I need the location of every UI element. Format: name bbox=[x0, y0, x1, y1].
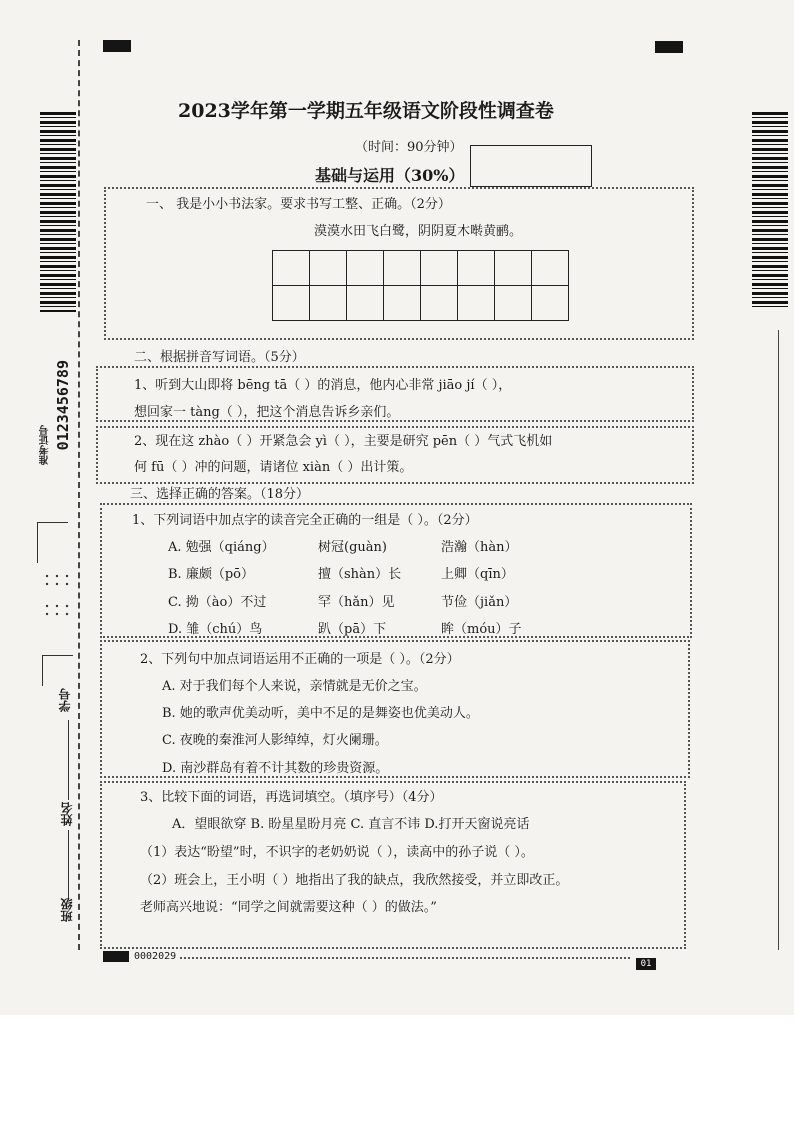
q3-3-line3: 老师高兴地说：“同学之间就需要这种（ ）的做法。” bbox=[140, 900, 437, 915]
exam-time: （时间：90分钟） bbox=[355, 140, 463, 155]
exam-code-label: 准考证号 bbox=[40, 425, 51, 465]
name-label: 姓名 bbox=[60, 802, 74, 826]
binding-dashed-line bbox=[78, 40, 80, 950]
q3-1-option-a-3: 浩瀚（hàn） bbox=[441, 540, 518, 555]
grid-cell[interactable] bbox=[495, 286, 532, 321]
barcode-left bbox=[40, 112, 76, 312]
name-line bbox=[68, 830, 69, 900]
score-box bbox=[470, 145, 592, 187]
q3-2-option-a[interactable]: A. 对于我们每个人来说，亲情就是无价之宝。 bbox=[162, 679, 427, 694]
q3-1-option-a-1[interactable]: A. 勉强（qiáng） bbox=[168, 540, 275, 555]
corner-marker-bottom-left bbox=[103, 951, 129, 962]
q3-1-option-b-3: 上卿（qīn） bbox=[441, 567, 514, 582]
q3-1-option-a-2: 树冠(guàn) bbox=[318, 540, 387, 555]
exam-title: 2023学年第一学期五年级语文阶段性调查卷 bbox=[178, 100, 554, 122]
footer-code: 0002029 bbox=[134, 951, 177, 962]
section-title: 基础与运用（30%） bbox=[315, 166, 465, 185]
dot-grid-1 bbox=[42, 572, 72, 588]
dot-grid-2 bbox=[42, 602, 72, 618]
q3-3-choices: A．望眼欲穿 B. 盼星星盼月亮 C. 直言不讳 D.打开天窗说亮话 bbox=[172, 817, 530, 832]
grid-cell[interactable] bbox=[384, 251, 421, 286]
grid-cell[interactable] bbox=[421, 251, 458, 286]
grid-cell[interactable] bbox=[347, 286, 384, 321]
q3-1-option-c-3: 节俭（jiǎn） bbox=[441, 595, 518, 610]
right-edge-line bbox=[778, 330, 779, 950]
footer-dotted-rule bbox=[180, 957, 630, 959]
grid-cell[interactable] bbox=[532, 251, 569, 286]
q1-heading: 一、 我是小小书法家。要求书写工整、正确。（2分） bbox=[146, 197, 451, 212]
q3-3-line2: （2）班会上，王小明（ ）地指出了我的缺点，我欣然接受，并立即改正。 bbox=[140, 873, 569, 888]
question-3-3-box bbox=[100, 781, 686, 949]
q2-line1: 1、听到大山即将 bēng tā（ ）的消息，他内心非常 jiāo jí（ ）， bbox=[134, 378, 512, 393]
grid-cell[interactable] bbox=[458, 251, 495, 286]
grid-cell[interactable] bbox=[384, 286, 421, 321]
q3-3-question: 3、比较下面的词语，再选词填空。（填序号）（4分） bbox=[140, 790, 443, 805]
student-id-line bbox=[68, 720, 69, 800]
grid-cell[interactable] bbox=[310, 251, 347, 286]
grid-cell[interactable] bbox=[347, 251, 384, 286]
q3-1-option-d-2: 趴（pā）下 bbox=[318, 622, 387, 637]
q3-3-line1: （1）表达“盼望”时，不识字的老奶奶说（ ），读高中的孙子说（ ）。 bbox=[140, 845, 534, 860]
code-box-bracket-lower bbox=[42, 655, 73, 686]
barcode-right bbox=[752, 112, 788, 308]
grid-cell[interactable] bbox=[273, 286, 310, 321]
grid-cell[interactable] bbox=[310, 286, 347, 321]
q3-heading: 三、选择正确的答案。（18分） bbox=[130, 487, 310, 502]
q3-2-question: 2、下列句中加点词语运用不正确的一项是（ ）。（2分） bbox=[140, 652, 460, 667]
q3-2-option-c[interactable]: C. 夜晚的秦淮河人影绰绰，灯火阑珊。 bbox=[162, 733, 388, 748]
q3-1-option-d-3: 眸（móu）子 bbox=[441, 622, 522, 637]
grid-cell[interactable] bbox=[495, 251, 532, 286]
grid-cell[interactable] bbox=[532, 286, 569, 321]
q3-1-option-c-2: 罕（hǎn）见 bbox=[318, 595, 395, 610]
class-label: 班级 bbox=[60, 898, 74, 922]
exam-code-digits: 0123456789 bbox=[54, 360, 72, 451]
q2-line3: 2、现在这 zhào（ ）开紧急会 yì（ ），主要是研究 pēn（ ）气式飞机如 bbox=[134, 434, 553, 449]
grid-cell[interactable] bbox=[273, 251, 310, 286]
q3-2-option-d[interactable]: D. 南沙群岛有着不计其数的珍贵资源。 bbox=[162, 761, 389, 776]
corner-marker-top-right bbox=[655, 41, 683, 53]
q2-heading: 二、根据拼音写词语。（5分） bbox=[134, 350, 305, 365]
q3-2-option-b[interactable]: B. 她的歌声优美动听，美中不足的是舞姿也优美动人。 bbox=[162, 706, 479, 721]
q2-line4: 何 fū（ ）冲的问题，请诸位 xiàn（ ）出计策。 bbox=[134, 460, 413, 475]
q3-1-option-c-1[interactable]: C. 拗（ào）不过 bbox=[168, 595, 267, 610]
student-id-label: 学号 bbox=[58, 688, 72, 712]
corner-marker-top-left bbox=[103, 40, 131, 52]
q3-1-option-b-2: 擅（shàn）长 bbox=[318, 567, 402, 582]
q2-line2: 想回家一 tàng（ ），把这个消息告诉乡亲们。 bbox=[134, 405, 400, 420]
page-number: 01 bbox=[636, 958, 656, 970]
q1-poem: 漠漠水田飞白鹭，阴阴夏木啭黄鹂。 bbox=[314, 224, 523, 239]
grid-cell[interactable] bbox=[458, 286, 495, 321]
q3-1-option-d-1[interactable]: D. 雏（chú）鸟 bbox=[168, 622, 263, 637]
writing-grid bbox=[272, 250, 569, 321]
q3-1-option-b-1[interactable]: B. 廉颇（pō） bbox=[168, 567, 254, 582]
code-box-bracket bbox=[37, 522, 68, 563]
q3-1-question: 1、下列词语中加点字的读音完全正确的一组是（ ）。（2分） bbox=[132, 513, 478, 528]
grid-cell[interactable] bbox=[421, 286, 458, 321]
